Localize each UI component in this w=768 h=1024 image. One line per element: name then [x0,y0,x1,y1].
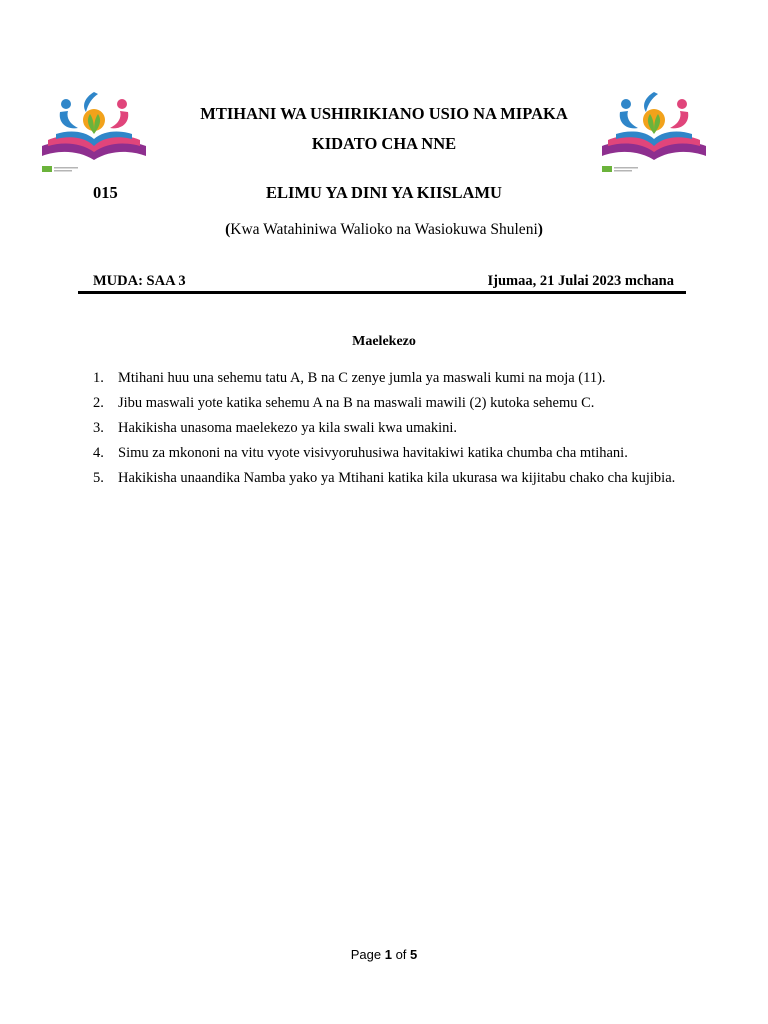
open-book-logo-icon [38,84,150,176]
list-item-number: 2. [93,395,104,411]
exam-duration: MUDA: SAA 3 [93,273,186,289]
subject-name: ELIMU YA DINI YA KIISLAMU [266,183,502,202]
list-item [93,445,683,462]
list-item-text: Mtihani huu una sehemu tatu A, B na C zenye jumla ya maswali kumi na moja (11). [118,370,606,386]
open-book-logo-icon [598,84,710,176]
list-item [93,470,683,487]
page-current: 1 [384,947,392,962]
list-item [93,420,683,437]
instructions-heading: Maelekezo [352,334,416,349]
audience-open-paren: ( [225,221,231,238]
list-item-number: 1. [93,370,104,386]
audience-text: Kwa Watahiniwa Walioko na Wasiokuwa Shuleni [230,221,538,238]
list-item-text: Hakikisha unaandika Namba yako ya Mtihani katika kila ukurasa wa kijitabu chako cha kujibia. [118,470,676,486]
list-item-text: Jibu maswali yote katika sehemu A na B na maswali mawili (2) kutoka sehemu C. [118,395,595,411]
page-of: of [391,947,411,962]
list-item-number: 4. [93,445,104,461]
candidate-audience [0,221,768,239]
header-divider [78,291,686,294]
page-number [0,947,768,962]
exam-title: MTIHANI WA USHIRIKIANO USIO NA MIPAKA [200,104,568,123]
instructions-list [93,370,683,495]
list-item [93,395,683,412]
list-item-number: 5. [93,470,104,486]
list-item-number: 3. [93,420,104,436]
exam-date: Ijumaa, 21 Julai 2023 mchana [487,273,674,289]
list-item [93,370,683,387]
list-item-text: Hakikisha unasoma maelekezo ya kila swali kwa umakini. [118,420,458,436]
page-total: 5 [410,947,418,962]
exam-form-level: KIDATO CHA NNE [311,134,457,153]
subject-code: 015 [93,183,118,202]
list-item-text: Simu za mkononi na vitu vyote visivyoruhusiwa havitakiwi katika chumba cha mtihani. [118,445,628,461]
page-prefix: Page [350,947,385,962]
audience-close-paren: ) [537,221,543,238]
